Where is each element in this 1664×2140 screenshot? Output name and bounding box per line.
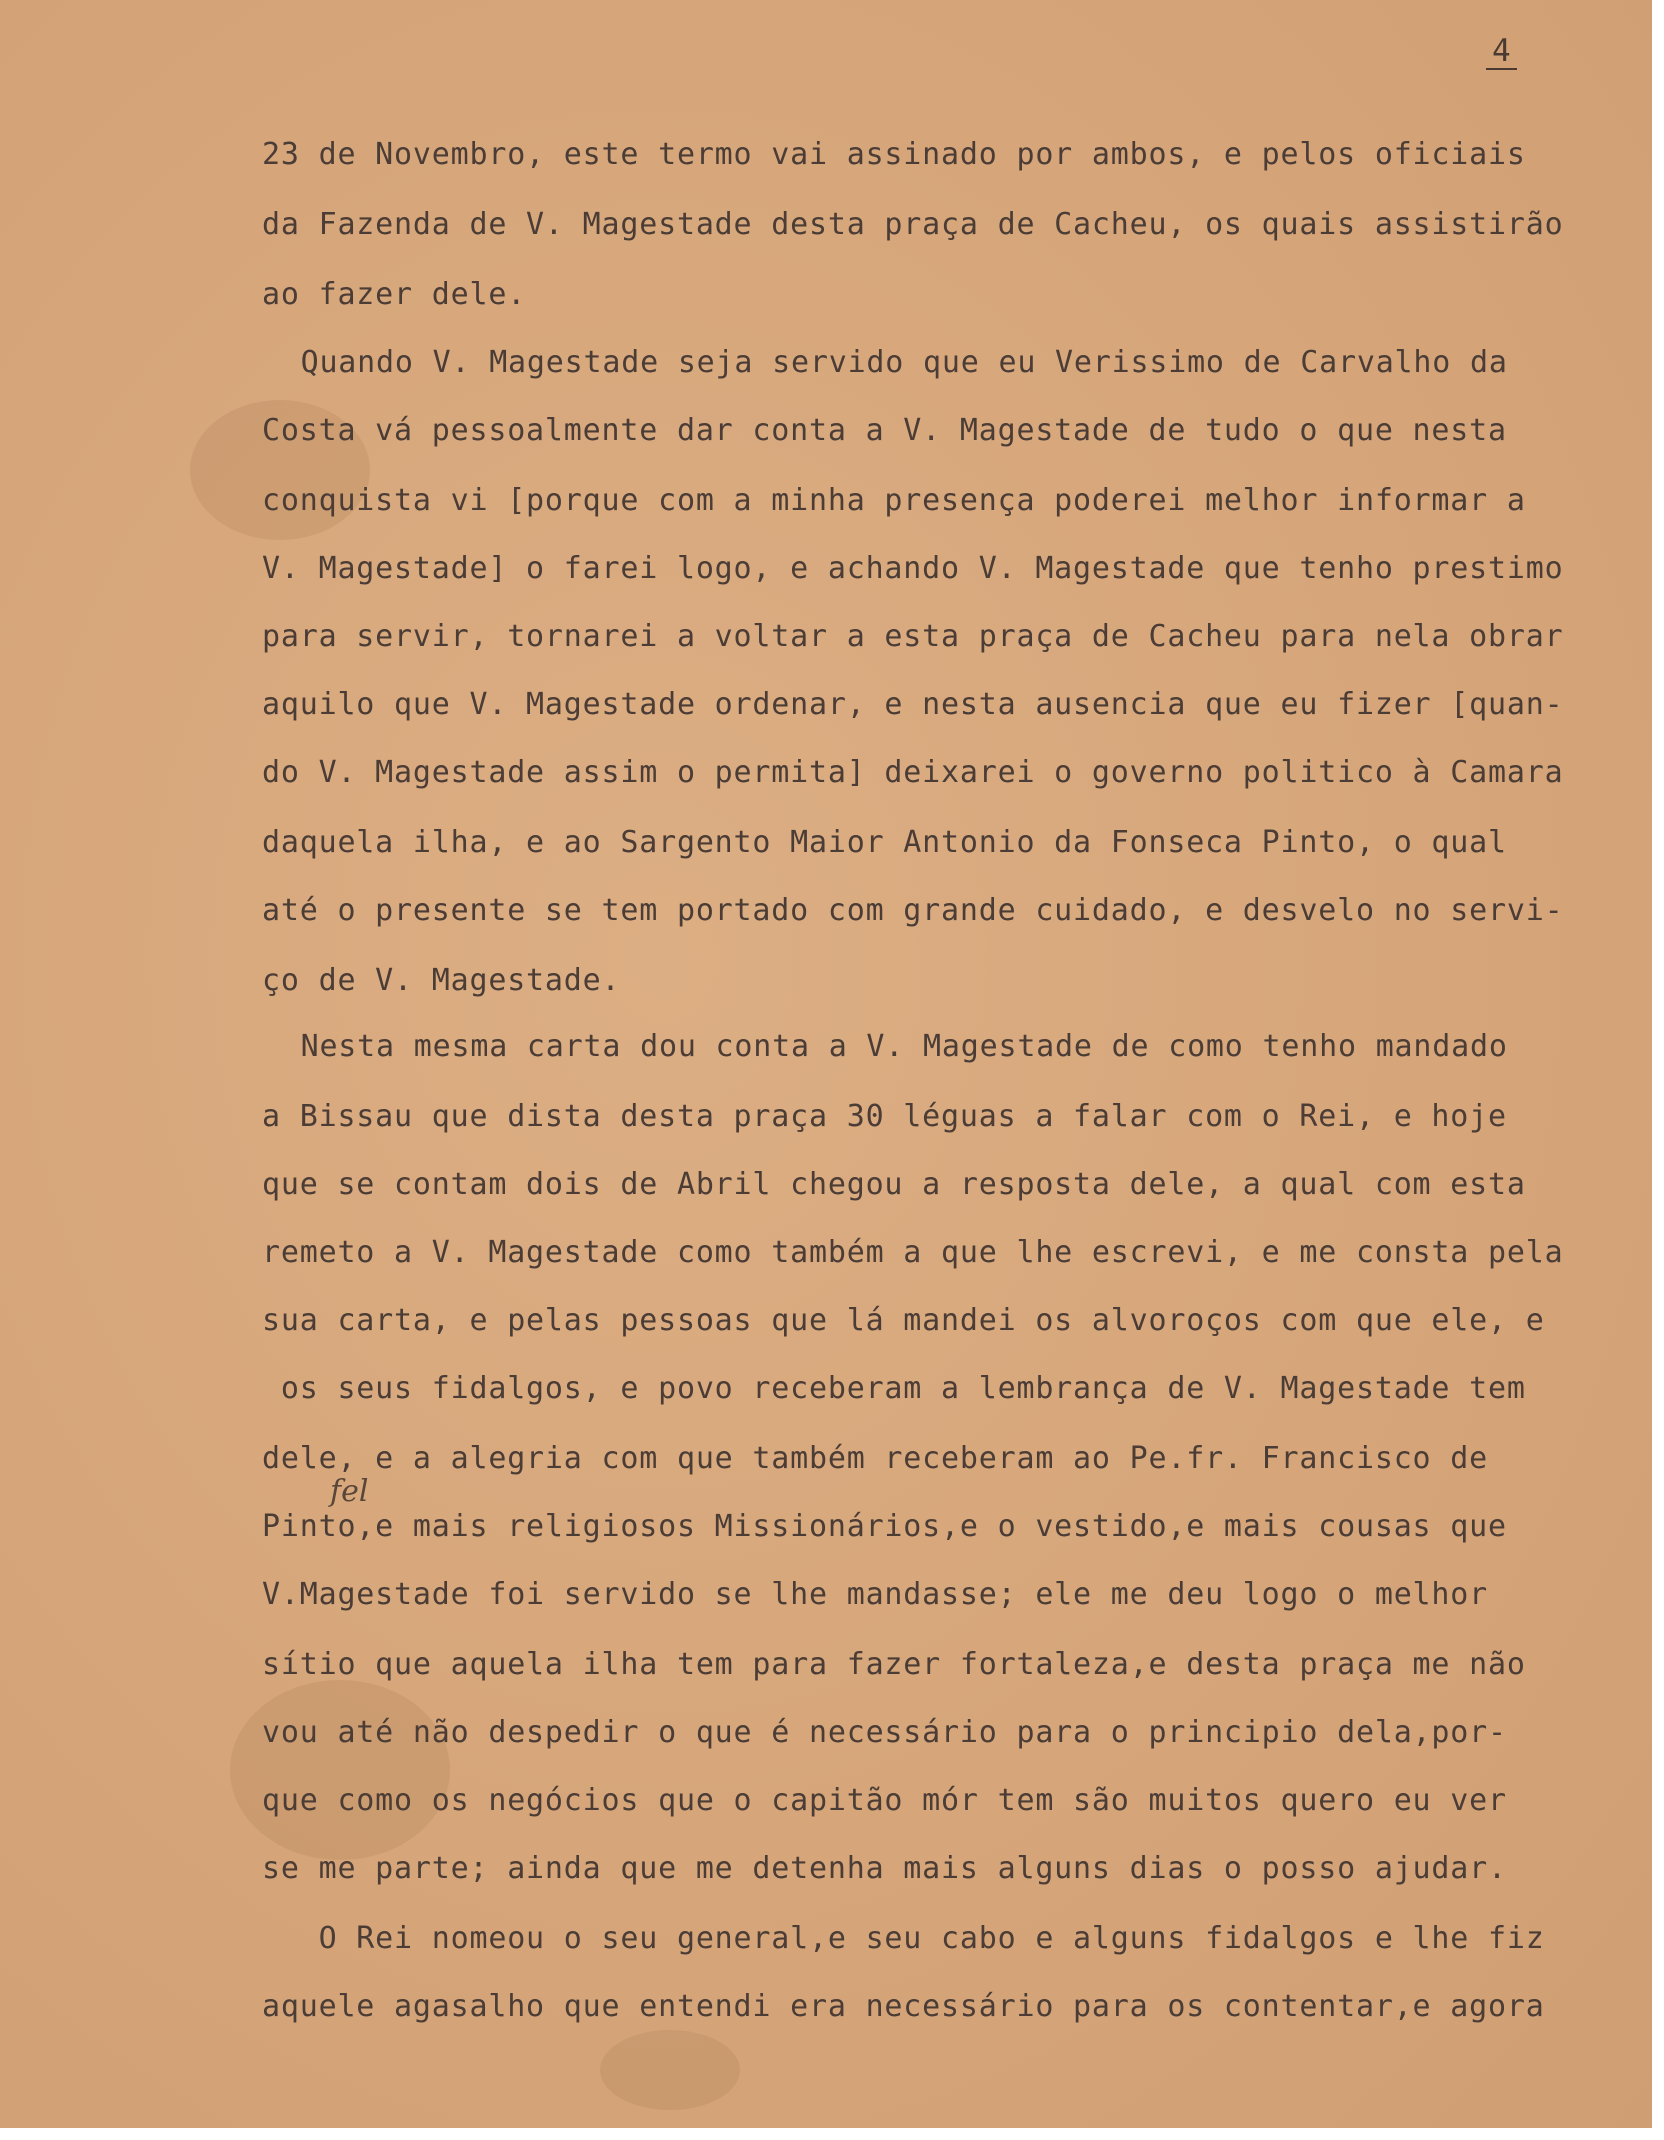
paper-stain [230, 1680, 450, 1860]
text-line: conquista vi [porque com a minha presença poderei melhor informar a [262, 483, 1526, 518]
text-line: que como os negócios que o capitão mór tem são muitos quero eu ver [262, 1783, 1507, 1818]
text-line: 23 de Novembro, este termo vai assinado por ambos, e pelos oficiais [262, 137, 1526, 172]
text-line: sítio que aquela ilha tem para fazer fortaleza,e desta praça me não [262, 1647, 1526, 1682]
text-line: aquele agasalho que entendi era necessário para os contentar,e agora [262, 1989, 1545, 2024]
paper-stain [600, 2030, 740, 2110]
text-line: V.Magestade foi servido se lhe mandasse; ele me deu logo o melhor [262, 1577, 1488, 1612]
text-line: vou até não despedir o que é necessário para o principio dela,por- [262, 1715, 1507, 1750]
text-line: Quando V. Magestade seja servido que eu Verissimo de Carvalho da [244, 345, 1508, 380]
text-line: Nesta mesma carta dou conta a V. Magestade de como tenho mandado [244, 1029, 1508, 1064]
text-line: a Bissau que dista desta praça 30 léguas a falar com o Rei, e hoje [262, 1099, 1507, 1134]
text-line: aquilo que V. Magestade ordenar, e nesta ausencia que eu fizer [quan- [262, 687, 1564, 722]
text-line: até o presente se tem portado com grande cuidado, e desvelo no servi- [262, 893, 1564, 928]
text-line: dele, e a alegria com que também receberam ao Pe.fr. Francisco de [262, 1441, 1488, 1476]
text-line: remeto a V. Magestade como também a que lhe escrevi, e me consta pela [262, 1235, 1564, 1270]
text-line: Costa vá pessoalmente dar conta a V. Magestade de tudo o que nesta [262, 413, 1507, 448]
text-line: para servir, tornarei a voltar a esta praça de Cacheu para nela obrar [262, 619, 1564, 654]
text-line: ao fazer dele. [262, 277, 527, 312]
text-line: sua carta, e pelas pessoas que lá mandei os alvoroços com que ele, e [262, 1303, 1545, 1338]
text-line: V. Magestade] o farei logo, e achando V. Magestade que tenho prestimo [262, 551, 1564, 586]
text-line: daquela ilha, e ao Sargento Maior Antonio da Fonseca Pinto, o qual [262, 825, 1507, 860]
text-line: que se contam dois de Abril chegou a resposta dele, a qual com esta [262, 1167, 1526, 1202]
text-line: O Rei nomeou o seu general,e seu cabo e alguns fidalgos e lhe fiz [262, 1921, 1545, 1956]
text-line: se me parte; ainda que me detenha mais alguns dias o posso ajudar. [262, 1851, 1507, 1886]
text-line: Pinto,e mais religiosos Missionários,e o vestido,e mais cousas que [262, 1509, 1507, 1544]
text-line: os seus fidalgos, e povo receberam a lembrança de V. Magestade tem [262, 1371, 1526, 1406]
text-line: do V. Magestade assim o permita] deixarei o governo politico à Camara [262, 755, 1564, 790]
handwritten-margin-note: fel [330, 1474, 369, 1509]
page-number: 4 [1486, 34, 1517, 70]
text-line: da Fazenda de V. Magestade desta praça de Cacheu, os quais assistirão [262, 207, 1564, 242]
text-line: ço de V. Magestade. [262, 963, 621, 998]
